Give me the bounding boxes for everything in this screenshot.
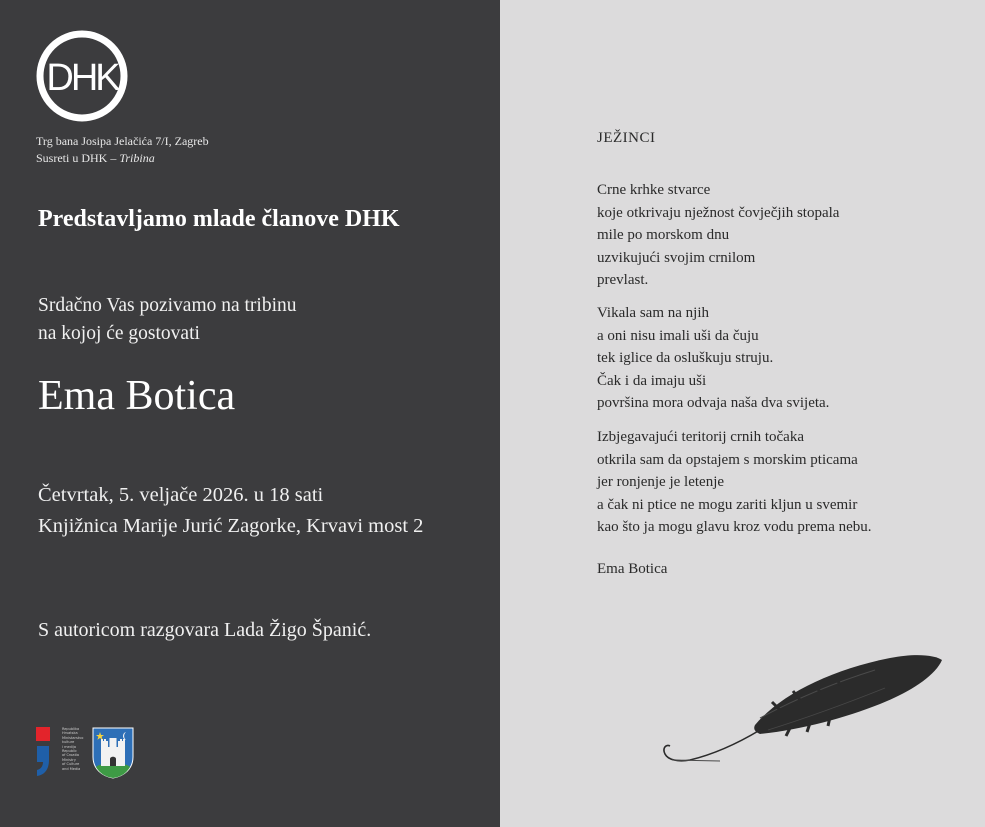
- ministry-text-line: Ministry: [62, 757, 76, 762]
- poem-line: otkrila sam da opstajem s morskim pticama: [597, 451, 858, 468]
- poem-line: mile po morskom dnu: [597, 227, 730, 243]
- address-line: Trg bana Josipa Jelačića 7/I, Zagreb: [36, 134, 209, 148]
- guest-name: Ema Botica: [38, 373, 236, 419]
- poem-line: Čak i da imaju uši: [597, 372, 707, 389]
- series-line: [36, 150, 209, 167]
- invitation-line: Srdačno Vas pozivamo na tribinu: [38, 295, 297, 316]
- poem-line: površina mora odvaja naša dva svijeta.: [597, 395, 830, 411]
- poem-stanza: [597, 426, 872, 539]
- ministry-red-square: [36, 727, 50, 741]
- poem-author: Ema Botica: [597, 561, 668, 577]
- poem-line: a čak ni ptice ne mogu zariti kljun u svemir: [597, 496, 858, 513]
- ministry-text-line: Republic: [62, 749, 77, 754]
- poem-line: Vikala sam na njih: [597, 305, 709, 321]
- event-datetime: Četvrtak, 5. veljače 2026. u 18 sati: [38, 484, 324, 506]
- event-venue: Knjižnica Marije Jurić Zagorke, Krvavi most 2: [38, 515, 424, 537]
- poem-stanza: [597, 302, 829, 415]
- poem-line: kao što ja mogu glavu kroz vodu prema nebu.: [597, 519, 872, 535]
- dhk-logo-icon: [36, 30, 128, 122]
- poem-line: Izbjegavajući teritorij crnih točaka: [597, 429, 804, 445]
- event-headline: Predstavljamo mlade članove DHK: [38, 206, 400, 232]
- poem-line: jer ronjenje je letenje: [597, 474, 725, 490]
- event-details: [38, 480, 423, 542]
- poem-stanza: [597, 179, 839, 292]
- feather-quill-icon: [660, 650, 945, 770]
- poem-line: prevlast.: [597, 272, 649, 288]
- address-block: [36, 133, 209, 167]
- ministry-text-line: and Media: [62, 766, 81, 771]
- poem-line: tek iglice da osluškuju struju.: [597, 350, 774, 366]
- ministry-text-line: Republika: [62, 727, 80, 731]
- ministry-text-line: kulture: [62, 740, 75, 745]
- series-prefix: Susreti u DHK –: [36, 151, 120, 165]
- poem-line: Crne krhke stvarce: [597, 182, 711, 198]
- zagreb-coat-of-arms-icon: [92, 727, 134, 779]
- poem-title: JEŽINCI: [597, 130, 656, 146]
- ministry-text-line: Ministarstvo: [62, 735, 84, 740]
- invitation-text: [38, 292, 297, 348]
- moderator-line: S autoricom razgovara Lada Žigo Španić.: [38, 619, 372, 641]
- ministry-text-line: of Croatia: [62, 753, 80, 758]
- poem-line: uzvikujući svojim crnilom: [597, 249, 756, 266]
- poem-line: koje otkrivaju nježnost čovječjih stopala: [597, 204, 840, 221]
- ministry-text-line: i medija: [62, 744, 76, 749]
- ministry-text-line: Hrvatska: [62, 731, 78, 736]
- series-name: Tribina: [119, 151, 155, 165]
- ministry-text-line: of Culture: [62, 762, 80, 767]
- ministry-comma-icon: [36, 746, 50, 776]
- ministry-text: [62, 727, 83, 771]
- dhk-logo-letters: DHK: [46, 57, 118, 99]
- poem-line: a oni nisu imali uši da čuju: [597, 327, 759, 344]
- ministry-logo-icon: [36, 727, 84, 779]
- invitation-line: na kojoj će gostovati: [38, 323, 200, 344]
